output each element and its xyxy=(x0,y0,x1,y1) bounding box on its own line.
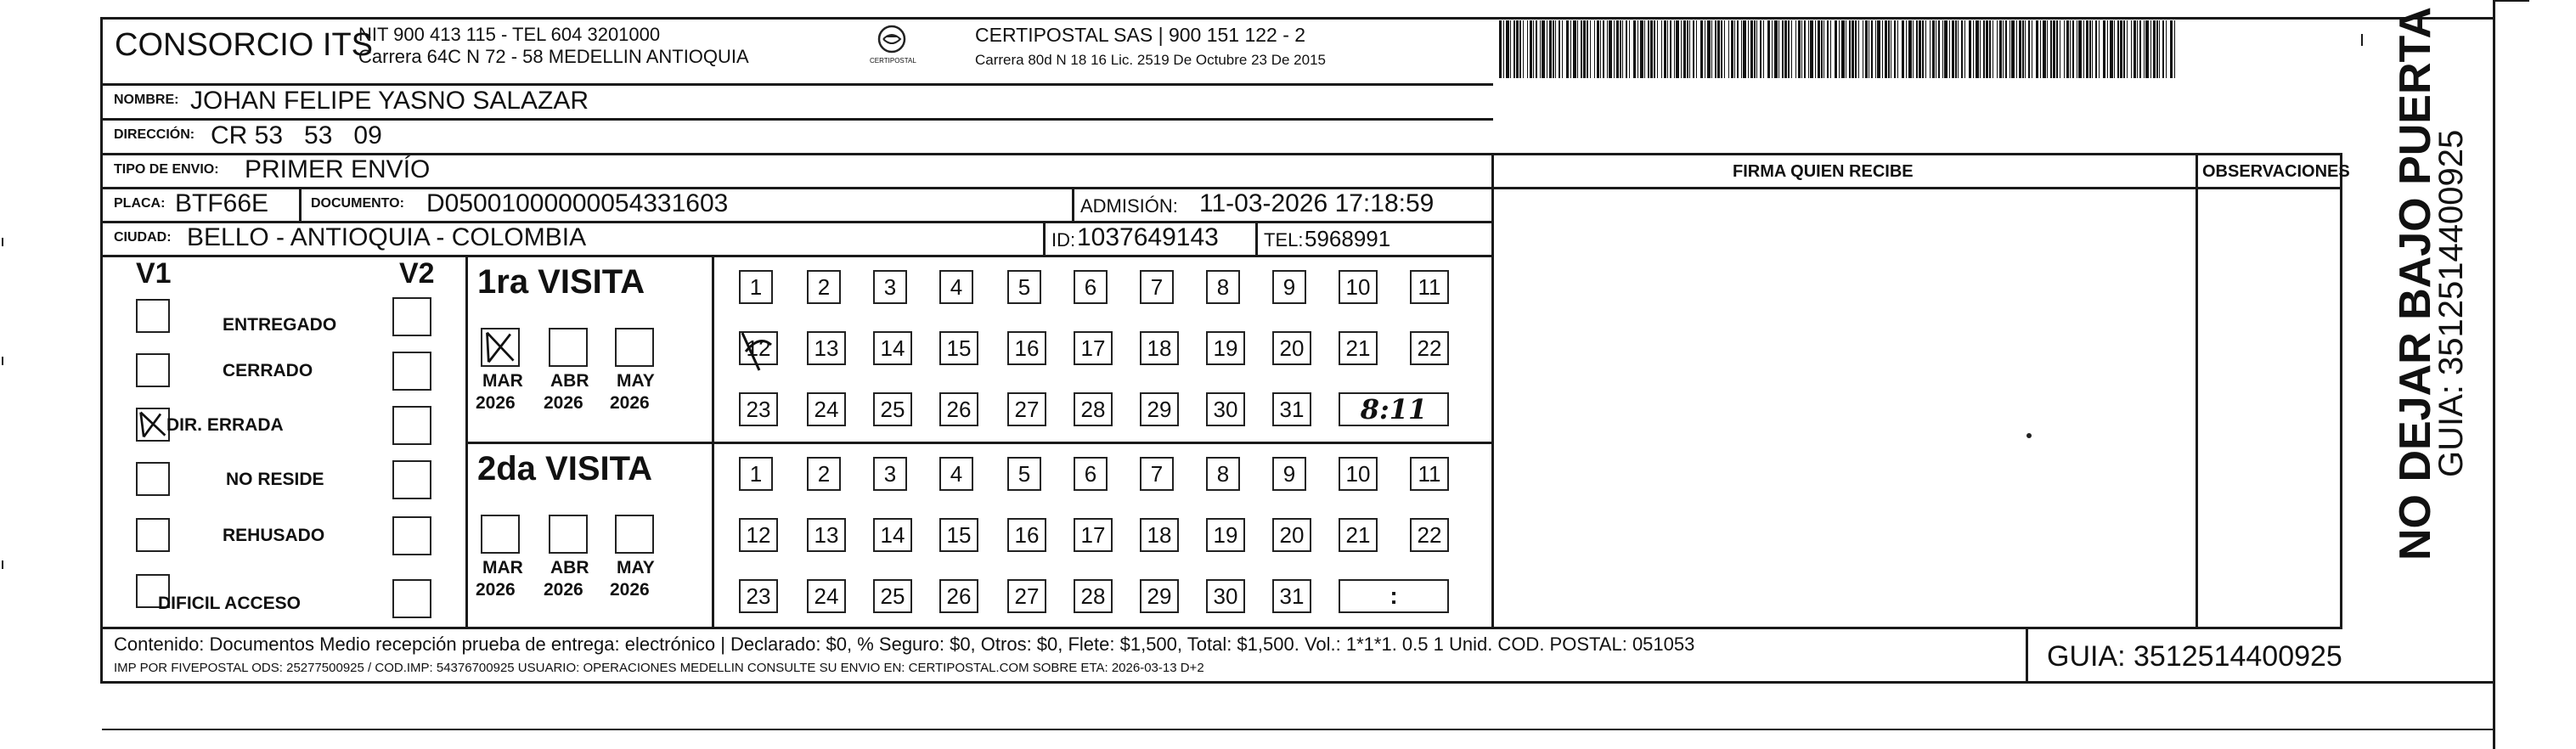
company-nit: NIT 900 413 115 - TEL 604 3201000 xyxy=(358,24,661,45)
visit2-day-box[interactable]: 10 xyxy=(1339,457,1378,491)
visit1-month-checkbox[interactable] xyxy=(481,328,520,367)
v1-checkbox[interactable] xyxy=(136,299,170,333)
visit2-time-box[interactable] xyxy=(1339,579,1449,613)
visit2-year-label: 2026 xyxy=(610,580,650,600)
visit2-day-box[interactable]: 1 xyxy=(739,457,773,491)
v2-checkbox[interactable] xyxy=(392,460,431,499)
visit2-year-label: 2026 xyxy=(476,580,516,600)
visit1-day-box[interactable]: 17 xyxy=(1074,331,1113,365)
visit1-month-label: MAY xyxy=(617,371,655,391)
v2-checkbox[interactable] xyxy=(392,406,431,445)
placa-value: BTF66E xyxy=(175,189,269,217)
company-name: CONSORCIO ITS xyxy=(115,27,374,63)
visit1-day-box[interactable]: 1 xyxy=(739,270,773,304)
visit2-day-box[interactable]: 5 xyxy=(1007,457,1041,491)
visit2-day-box[interactable]: 20 xyxy=(1272,518,1311,552)
visit1-day-box[interactable]: 24 xyxy=(807,392,846,426)
tel-value: 5968991 xyxy=(1305,226,1391,251)
visit1-time-box[interactable] xyxy=(1339,392,1449,426)
visit1-day-box[interactable]: 25 xyxy=(873,392,912,426)
status-option-label: NO RESIDE xyxy=(226,470,324,489)
status-option-label: CERRADO xyxy=(223,361,313,380)
visit1-day-box[interactable]: 9 xyxy=(1272,270,1306,304)
direccion-value: CR 53 53 09 xyxy=(211,121,382,149)
visit2-day-box[interactable]: 13 xyxy=(807,518,846,552)
id-value: 1037649143 xyxy=(1077,223,1219,251)
visit1-year-label: 2026 xyxy=(610,393,650,413)
visit1-day-box[interactable]: 30 xyxy=(1206,392,1245,426)
ciudad-value: BELLO - ANTIOQUIA - COLOMBIA xyxy=(187,223,587,251)
visit1-day-box[interactable]: 19 xyxy=(1206,331,1245,365)
visit1-day-box[interactable]: 21 xyxy=(1339,331,1378,365)
visit2-time-value: : xyxy=(1389,583,1398,609)
visit1-month-checkbox[interactable] xyxy=(549,328,588,367)
tipo-envio-value: PRIMER ENVÍO xyxy=(245,155,431,183)
visit2-day-box[interactable]: 15 xyxy=(939,518,978,552)
visit2-day-box[interactable]: 26 xyxy=(939,579,978,613)
visit2-day-box[interactable]: 2 xyxy=(807,457,841,491)
visit1-day-box[interactable]: 13 xyxy=(807,331,846,365)
visit1-day-box[interactable]: 5 xyxy=(1007,270,1041,304)
visit1-day-box[interactable]: 7 xyxy=(1140,270,1174,304)
visit2-day-box[interactable]: 21 xyxy=(1339,518,1378,552)
visit1-day-box[interactable]: 11 xyxy=(1410,270,1449,304)
footer-content-line: Contenido: Documentos Medio recepción prueba de entrega: electrónico | Declarado: $0, % Seguro: $0, Otros: $0, Flete: $1,500, Total: $1,500. Vol.: 1*1*1. 0.5 1 Unid. COD. POSTAL: 051053 xyxy=(114,634,1695,655)
visit1-day-box[interactable]: 28 xyxy=(1074,392,1113,426)
v2-checkbox[interactable] xyxy=(392,579,431,618)
visit1-month-checkbox[interactable] xyxy=(615,328,654,367)
visit2-month-checkbox[interactable] xyxy=(549,515,588,554)
visit2-day-box[interactable]: 7 xyxy=(1140,457,1174,491)
visit2-day-box[interactable]: 9 xyxy=(1272,457,1306,491)
visit1-day-box[interactable]: 16 xyxy=(1007,331,1046,365)
barcode xyxy=(1499,20,2179,78)
status-option-label: REHUSADO xyxy=(223,526,325,545)
visit2-year-label: 2026 xyxy=(544,580,583,600)
direccion-label: DIRECCIÓN: xyxy=(114,127,195,142)
visit2-month-checkbox[interactable] xyxy=(481,515,520,554)
visit1-month-label: ABR xyxy=(550,371,589,391)
visit2-day-box[interactable]: 22 xyxy=(1410,518,1449,552)
visit2-day-box[interactable]: 4 xyxy=(939,457,973,491)
side-guia: GUIA: 3512514400925 xyxy=(2432,129,2470,477)
visit1-day-box[interactable]: 26 xyxy=(939,392,978,426)
footer-guia: GUIA: 3512514400925 xyxy=(2047,640,2342,673)
documento-label: DOCUMENTO: xyxy=(311,196,404,211)
visit2-title: 2da VISITA xyxy=(477,450,652,487)
visit1-year-label: 2026 xyxy=(476,393,516,413)
v2-label: V2 xyxy=(399,257,435,290)
visit1-day-box[interactable]: 3 xyxy=(873,270,907,304)
visit1-day-box[interactable]: 12 xyxy=(739,331,778,365)
pen-dot xyxy=(2026,433,2032,438)
visit2-day-box[interactable]: 19 xyxy=(1206,518,1245,552)
tel-label: TEL: xyxy=(1264,229,1304,251)
visit2-day-box[interactable]: 18 xyxy=(1140,518,1179,552)
visit1-day-box[interactable]: 31 xyxy=(1272,392,1311,426)
visit1-day-box[interactable]: 6 xyxy=(1074,270,1108,304)
observaciones-label: OBSERVACIONES xyxy=(2202,162,2350,181)
day-strike-mark xyxy=(734,326,785,377)
visit2-day-box[interactable]: 3 xyxy=(873,457,907,491)
ciudad-label: CIUDAD: xyxy=(114,230,172,245)
visit2-day-box[interactable]: 24 xyxy=(807,579,846,613)
id-label: ID: xyxy=(1051,229,1076,251)
visit1-day-box[interactable]: 20 xyxy=(1272,331,1311,365)
status-option-label: ENTREGADO xyxy=(223,315,337,335)
logo-caption: CERTIPOSTAL xyxy=(870,57,916,65)
carrier-address: Carrera 80d N 18 16 Lic. 2519 De Octubre 23 De 2015 xyxy=(975,52,1326,68)
visit2-day-box[interactable]: 31 xyxy=(1272,579,1311,613)
admision-label: ADMISIÓN: xyxy=(1080,195,1178,217)
visit1-year-label: 2026 xyxy=(544,393,583,413)
visit2-day-box[interactable]: 28 xyxy=(1074,579,1113,613)
visit2-day-box[interactable]: 17 xyxy=(1074,518,1113,552)
visit1-day-box[interactable]: 23 xyxy=(739,392,778,426)
visit2-day-box[interactable]: 11 xyxy=(1410,457,1449,491)
placa-label: PLACA: xyxy=(114,196,166,211)
visit2-month-label: MAY xyxy=(617,558,655,577)
v2-checkbox[interactable] xyxy=(392,352,431,391)
visit1-title: 1ra VISITA xyxy=(477,263,645,301)
visit1-day-box[interactable]: 8 xyxy=(1206,270,1240,304)
visit2-day-box[interactable]: 25 xyxy=(873,579,912,613)
visit1-day-box[interactable]: 15 xyxy=(939,331,978,365)
company-address: Carrera 64C N 72 - 58 MEDELLIN ANTIOQUIA xyxy=(358,46,749,67)
visit1-day-box[interactable]: 22 xyxy=(1410,331,1449,365)
visit1-day-box[interactable]: 2 xyxy=(807,270,841,304)
v1-checkbox[interactable] xyxy=(136,408,170,442)
visit2-month-label: MAR xyxy=(482,558,523,577)
carrier-name: CERTIPOSTAL SAS | 900 151 122 - 2 xyxy=(975,24,1306,46)
visit1-month-label: MAR xyxy=(482,371,523,391)
visit2-day-box[interactable]: 23 xyxy=(739,579,778,613)
visit1-day-box[interactable]: 14 xyxy=(873,331,912,365)
firma-quien-recibe-label: FIRMA QUIEN RECIBE xyxy=(1733,162,1914,181)
side-panel xyxy=(2342,6,2493,679)
status-option-label: DIR. ERRADA xyxy=(166,415,284,435)
certipostal-logo xyxy=(866,22,917,71)
v1-checkbox[interactable] xyxy=(136,518,170,552)
side-title: NO DEJAR BAJO PUERTA xyxy=(2391,6,2440,560)
visit2-day-box[interactable]: 29 xyxy=(1140,579,1179,613)
visit1-day-box[interactable]: 10 xyxy=(1339,270,1378,304)
footer-imp-line: IMP POR FIVEPOSTAL ODS: 25277500925 / COD.IMP: 54376700925 USUARIO: OPERACIONES MEDELLIN CONSULTE SU ENVIO EN: CERTIPOSTAL.COM SOBRE ETA: 2026-03-13 D+2 xyxy=(114,661,1204,675)
visit2-month-checkbox[interactable] xyxy=(615,515,654,554)
nombre-label: NOMBRE: xyxy=(114,93,179,107)
visit1-day-box[interactable]: 29 xyxy=(1140,392,1179,426)
visit2-day-box[interactable]: 27 xyxy=(1007,579,1046,613)
nombre-value: JOHAN FELIPE YASNO SALAZAR xyxy=(190,87,589,115)
visit2-day-box[interactable]: 6 xyxy=(1074,457,1108,491)
visit2-month-label: ABR xyxy=(550,558,589,577)
visit2-day-box[interactable]: 16 xyxy=(1007,518,1046,552)
visit2-day-box[interactable]: 8 xyxy=(1206,457,1240,491)
visit1-time-value: 8:11 xyxy=(1360,393,1428,425)
v1-checkbox[interactable] xyxy=(136,462,170,496)
documento-value: D05001000000054331603 xyxy=(426,189,729,217)
visit1-day-box[interactable]: 18 xyxy=(1140,331,1179,365)
admision-value: 11-03-2026 17:18:59 xyxy=(1199,189,1435,217)
v1-label: V1 xyxy=(136,257,172,290)
visit2-day-box[interactable]: 14 xyxy=(873,518,912,552)
visit1-day-box[interactable]: 27 xyxy=(1007,392,1046,426)
visit2-day-box[interactable]: 30 xyxy=(1206,579,1245,613)
visit2-day-box[interactable]: 12 xyxy=(739,518,778,552)
status-option-label: DIFICIL ACCESO xyxy=(158,594,302,613)
v2-checkbox[interactable] xyxy=(392,297,431,336)
v2-checkbox[interactable] xyxy=(392,516,431,555)
tipo-envio-label: TIPO DE ENVIO: xyxy=(114,162,219,177)
v1-checkbox[interactable] xyxy=(136,353,170,387)
visit1-day-box[interactable]: 4 xyxy=(939,270,973,304)
